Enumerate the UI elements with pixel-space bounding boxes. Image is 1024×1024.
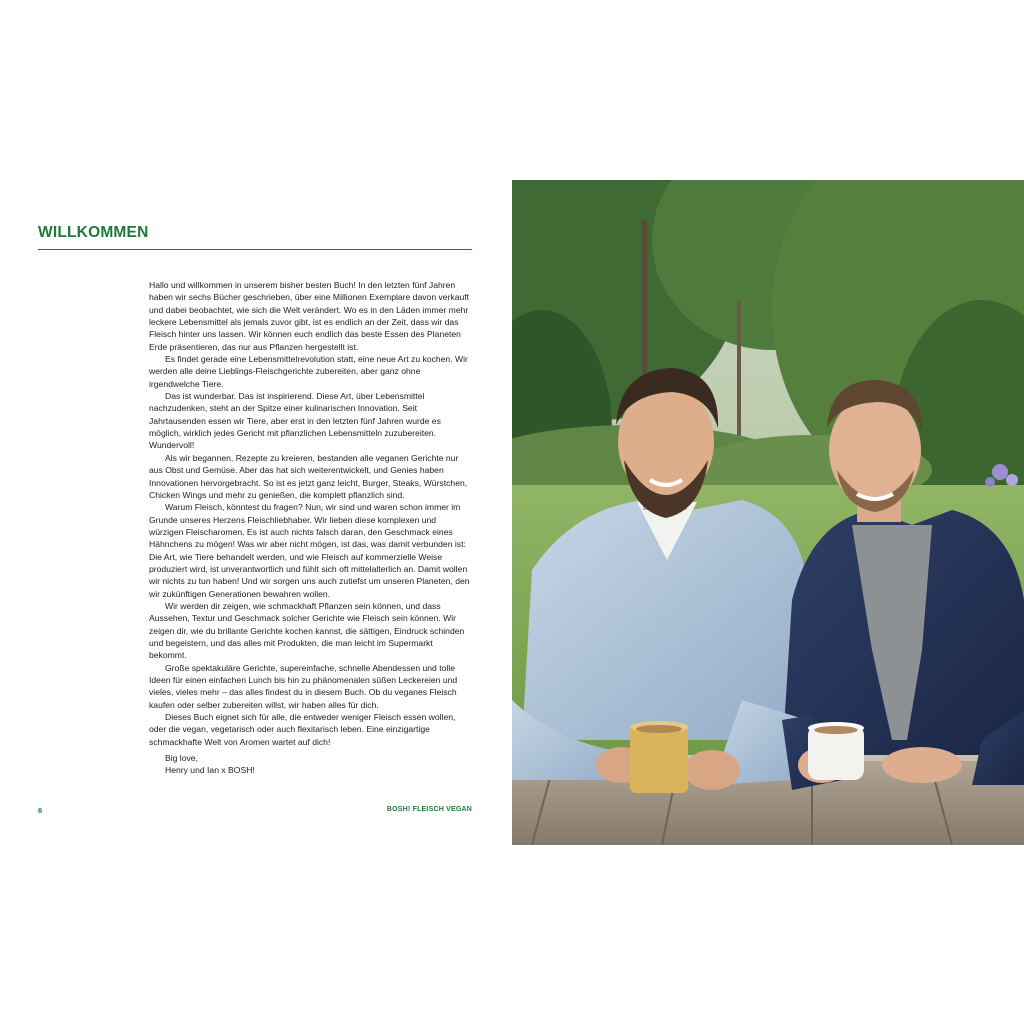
title-rule	[38, 249, 472, 250]
running-footer: BOSH! FLEISCH VEGAN	[386, 806, 472, 813]
page-title: WILLKOMMEN	[38, 224, 149, 241]
paragraph: Es findet gerade eine Lebensmittelrevolution statt, eine neue Art zu kochen. Wir werden alle deine Lieblings-Fleischgerichte zubereiten, aber ganz ohne irgendwelche Tiere.	[149, 354, 468, 389]
signoff	[165, 752, 255, 777]
body-text	[149, 279, 472, 748]
signoff-greeting: Big love,	[165, 753, 198, 763]
paragraph: Als wir begannen, Rezepte zu kreieren, bestanden alle veganen Gerichte nur aus Obst und Gemüse. Aber das hat sich weiterentwickelt, und Genies haben Innovationen hervorgebracht. So ist es jetzt ganz leicht, Burger, Steaks, Würstchen, Chicken Wings und mehr zu genießen, die komplett pflanzlich sind.	[149, 452, 468, 500]
paragraph: Dieses Buch eignet sich für alle, die entweder weniger Fleisch essen wollen, oder die vegan, vegetarisch oder auch flexitarisch leben. Eine einzigartige schmackhafte Welt von Aromen wartet auf dich!	[149, 712, 456, 747]
paragraph: Das ist wunderbar. Das ist inspirierend. Diese Art, über Lebensmittel nachzudenken, steht an der Spitze einer kulinarischen Innovation. Seit Jahrtausenden essen wir Tiere, aber erst in den letzten fünf Jahren wurde es möglich, wirklich jedes Gericht mit pflanzlichen Lebensmitteln zuzubereiten. Wundervoll!	[149, 391, 441, 451]
paragraph: Wir werden dir zeigen, wie schmackhaft Pflanzen sein können, und dass Aussehen, Textur und Geschmack solcher Gerichte wie Fleisch sein können. Wir zeigen dir, wie du brillante Gerichte kochen kannst, die sättigen, Eindruck schinden und begeistern, und das alles mit Produkten, die man leicht im Supermarkt bekommt.	[149, 600, 465, 661]
page-number: 6	[38, 806, 43, 815]
paragraph: Warum Fleisch, könntest du fragen? Nun, wir sind und waren schon immer im Grunde unseres Herzens Fleischliebhaber. Wir lieben diese komplexen und würzigen Fleischaromen. Es ist auch nichts falsch daran, den Geschmack eines Hähnchens zu mögen! Was wir aber nicht mögen, ist das, was damit verbunden ist: Die Art, wie Tiere behandelt werden, und wie Fleisch auf kommerzielle Weise produziert wird, ist unverantwortlich und fühlt sich oft mittelalterlich an. Damit wollen wir nichts zu tun haben! Und wir sorgen uns auch zutiefst um unseren Planeten, den wir zukünftigen Generationen bewahren wollen.	[149, 502, 470, 599]
paragraph: Große spektakuläre Gerichte, supereinfache, schnelle Abendessen und tolle Ideen für einen einfachen Lunch bis hin zu phänomenalen süßen Leckereien und vieles, vieles mehr – das alles findest du in diesem Buch. Ob du veganes Fleisch kaufen oder selber zubereiten willst, wir haben alles für dich.	[149, 662, 458, 710]
garden-photo-illustration	[512, 180, 1024, 845]
signoff-names: Henry und Ian x BOSH!	[165, 765, 255, 776]
paragraph: Hallo und willkommen in unserem bisher besten Buch! In den letzten fünf Jahren haben wir sechs Bücher geschrieben, über eine Millionen Exemplare davon verkauft und dabei beobachtet, wie sich die Welt verändert. Wo es in den Läden immer mehr leckere Lebensmittel als jemals zuvor gibt, ist es endlich an der Zeit, dass wir das Fleisch hinter uns lassen. Wir können euch endlich das beste Essen des Planeten Erde präsentieren, das nur aus Pflanzen hergestellt ist.	[149, 280, 470, 352]
authors-photo	[512, 180, 1024, 845]
